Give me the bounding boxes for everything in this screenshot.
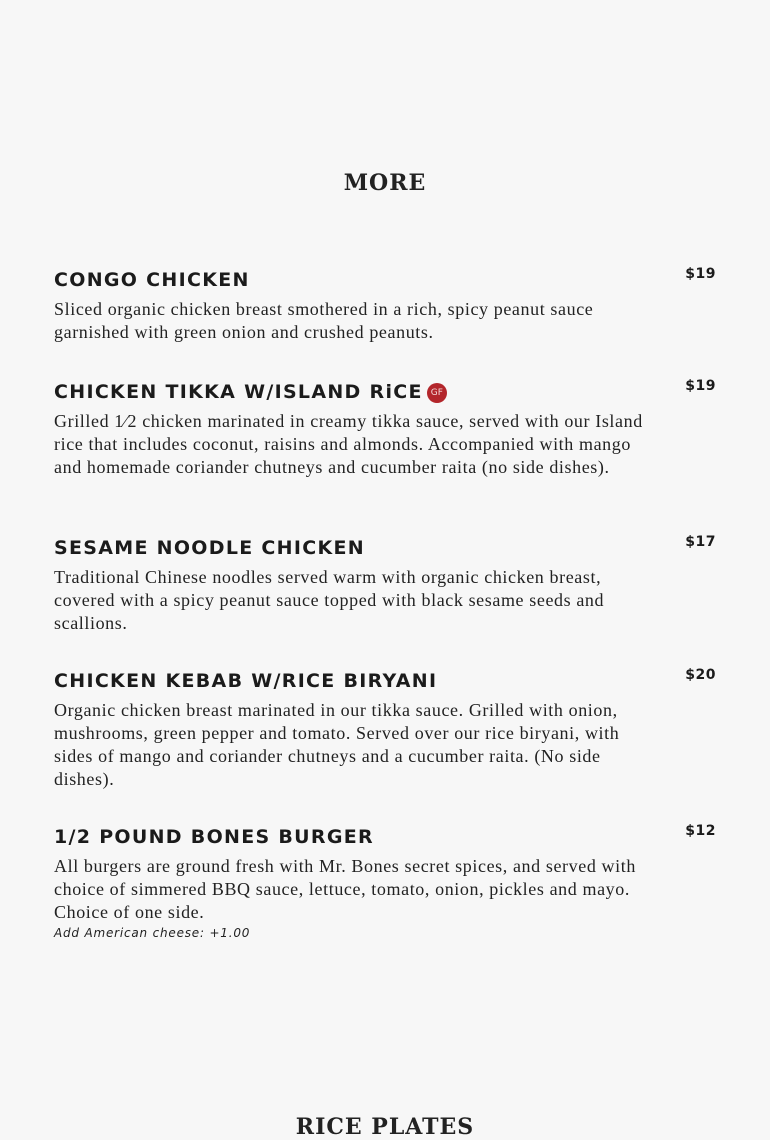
menu-item-bones-burger <box>54 825 716 940</box>
menu-item-chicken-tikka <box>54 380 716 479</box>
item-description: Organic chicken breast marinated in our tikka sauce. Grilled with onion, mushrooms, green pepper and tomato. Served over our rice biryani, with sides of mango and coriander chutneys and a cucumber raita. (No side dishes). <box>54 700 620 789</box>
item-addon-note: Add American cheese: +1.00 <box>54 926 251 940</box>
section-title-more: MORE <box>343 170 427 196</box>
item-description: All burgers are ground fresh with Mr. Bones secret spices, and served with choice of simmered BBQ sauce, lettuce, tomato, onion, pickles and mayo. Choice of one side. <box>54 856 636 922</box>
menu-item-sesame-noodle-chicken <box>54 536 716 635</box>
item-description: Sliced organic chicken breast smothered in a rich, spicy peanut sauce garnished with green onion and crushed peanuts. <box>54 299 594 342</box>
item-price: $20 <box>685 667 716 683</box>
item-price: $17 <box>685 534 716 550</box>
item-description: Grilled 1⁄2 chicken marinated in creamy tikka sauce, served with our Island rice that includes coconut, raisins and almonds. Accompanied with mango and homemade coriander chutneys and cucumber raita (no side dishes). <box>54 411 643 477</box>
gluten-free-icon: GF <box>427 383 447 403</box>
menu-item-congo-chicken <box>54 268 716 344</box>
item-name: 1/2 POUND BONES BURGER <box>54 826 374 848</box>
item-name: CHICKEN TIKKA W/ISLAND RiCE <box>54 381 423 403</box>
item-name: SESAME NOODLE CHICKEN <box>54 537 365 559</box>
item-name: CONGO CHICKEN <box>54 269 250 291</box>
item-description: Traditional Chinese noodles served warm with organic chicken breast, covered with a spicy peanut sauce topped with black sesame seeds and scallions. <box>54 567 605 633</box>
item-name: CHICKEN KEBAB W/RICE BIRYANI <box>54 670 438 692</box>
item-price: $12 <box>685 823 716 839</box>
item-price: $19 <box>685 266 716 282</box>
item-price: $19 <box>685 378 716 394</box>
section-title-rice-plates: RICE PLATES <box>295 1114 475 1140</box>
menu-item-chicken-kebab <box>54 669 716 791</box>
item-name-row <box>54 380 716 404</box>
